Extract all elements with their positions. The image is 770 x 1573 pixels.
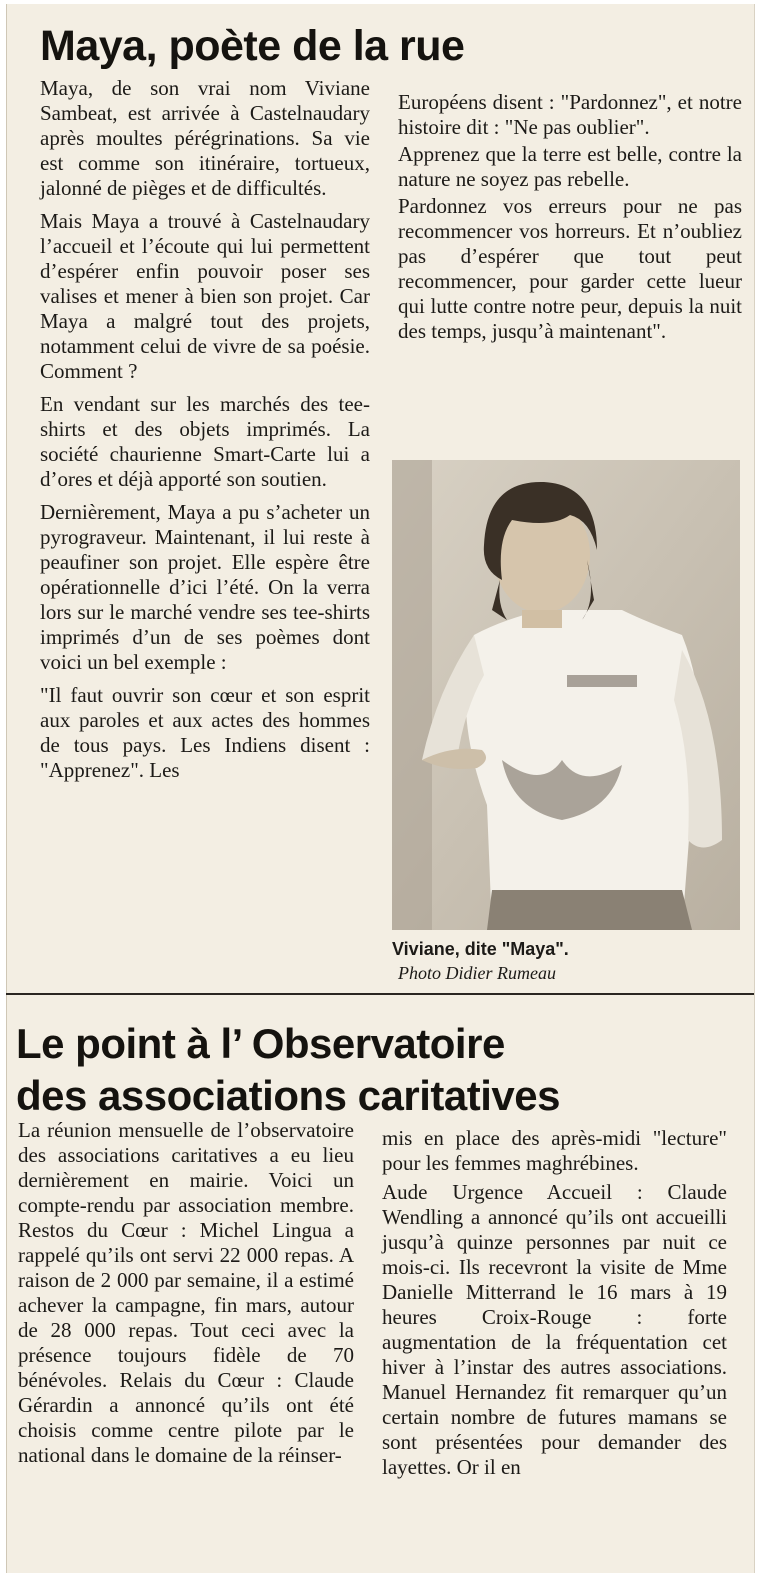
article1-paragraph: Dernièrement, Maya a pu s’acheter un pyrograveur. Maintenant, il lui reste à peaufiner son projet. Elle espère être opérationnelle d’ici l’été. On la verra lors sur le marché vendre ses tee-shirts imprimés d’un de ses poèmes dont voici un bel exemple : — [40, 500, 370, 674]
article1-paragraph: Mais Maya a trouvé à Castelnaudary l’accueil et l’écoute qui lui permettent d’espérer enfin pouvoir poser ses valises et mener à bien son projet. Car Maya a malgré tout des projets, notamment celui de vivre de sa poésie. Comment ? — [40, 209, 370, 383]
article1-column-left — [40, 76, 370, 791]
article2-paragraph: mis en place des après-midi "lecture" pour les femmes maghrébines. — [382, 1126, 727, 1175]
article1-paragraph: Européens disent : "Pardonnez", et notre histoire dit : "Ne pas oublier". — [398, 90, 742, 139]
photo-credit: Photo Didier Rumeau — [398, 963, 556, 983]
article2-paragraph: La réunion mensuelle de l’observatoire des associations caritatives a eu lieu dernièrement en mairie. Voici un compte-rendu par association membre. Restos du Cœur : Michel Lingua a rappelé qu’ils ont servi 22 000 repas. A raison de 2 000 par semaine, il a estimé achever la campagne, fin mars, autour de 28 000 repas. Tout ceci avec la présence toujours fidèle de 70 bénévoles. Relais du Cœur : Claude Gérardin a annoncé qu’ils ont été choisis comme centre pilote par le national dans le domaine de la réinser- — [18, 1118, 354, 1467]
article1-paragraph: "Il faut ouvrir son cœur et son esprit aux paroles et aux actes des hommes de tous pays. Les Indiens disent : "Apprenez". Les — [40, 683, 370, 782]
article1-paragraph: Apprenez que la terre est belle, contre la nature ne soyez pas rebelle. — [398, 142, 742, 191]
article2-column-left — [18, 1118, 354, 1476]
article-separator — [6, 993, 754, 995]
article1-column-right — [398, 90, 742, 352]
article1-title: Maya, poète de la rue — [40, 22, 465, 70]
portrait-photo — [392, 460, 740, 930]
portrait-illustration — [392, 460, 740, 930]
caption-title: Viviane, dite "Maya". — [392, 939, 569, 959]
article1-paragraph: En vendant sur les marchés des tee-shirts et des objets imprimés. La société chaurienne Smart-Carte lui a d’ores et déjà apporté son soutien. — [40, 392, 370, 491]
article2-paragraph: Aude Urgence Accueil : Claude Wendling a annoncé qu’ils ont accueilli jusqu’à quinze personnes par nuit ce mois-ci. Ils recevront la visite de Mme Danielle Mitterrand le 16 mars à 19 heures Croix-Rouge : forte augmentation de la fréquentation cet hiver à l’instar des autres associations. Manuel Hernandez fit remarquer qu’un certain nombre de futures mamans se sont présentées pour demander des layettes. Or il en — [382, 1180, 727, 1479]
article2-column-right — [382, 1126, 727, 1488]
article1-paragraph: Pardonnez vos erreurs pour ne pas recommencer vos horreurs. Et n’oubliez pas d’espérer que tout peut recommencer, pour garder cette lueur qui lutte contre notre peur, depuis la nuit des temps, jusqu’à maintenant". — [398, 194, 742, 343]
photo-caption — [392, 937, 740, 985]
clipping-edge — [6, 4, 7, 1573]
article2-title-line2: des associations caritatives — [16, 1072, 560, 1119]
article2-title — [16, 1018, 560, 1122]
article2-title-line1: Le point à l’ Observatoire — [16, 1020, 505, 1067]
article1-paragraph: Maya, de son vrai nom Viviane Sambeat, est arrivée à Castelnaudary après moultes pérégrinations. Sa vie est comme son itinéraire, tortueux, jalonné de pièges et de difficultés. — [40, 76, 370, 200]
